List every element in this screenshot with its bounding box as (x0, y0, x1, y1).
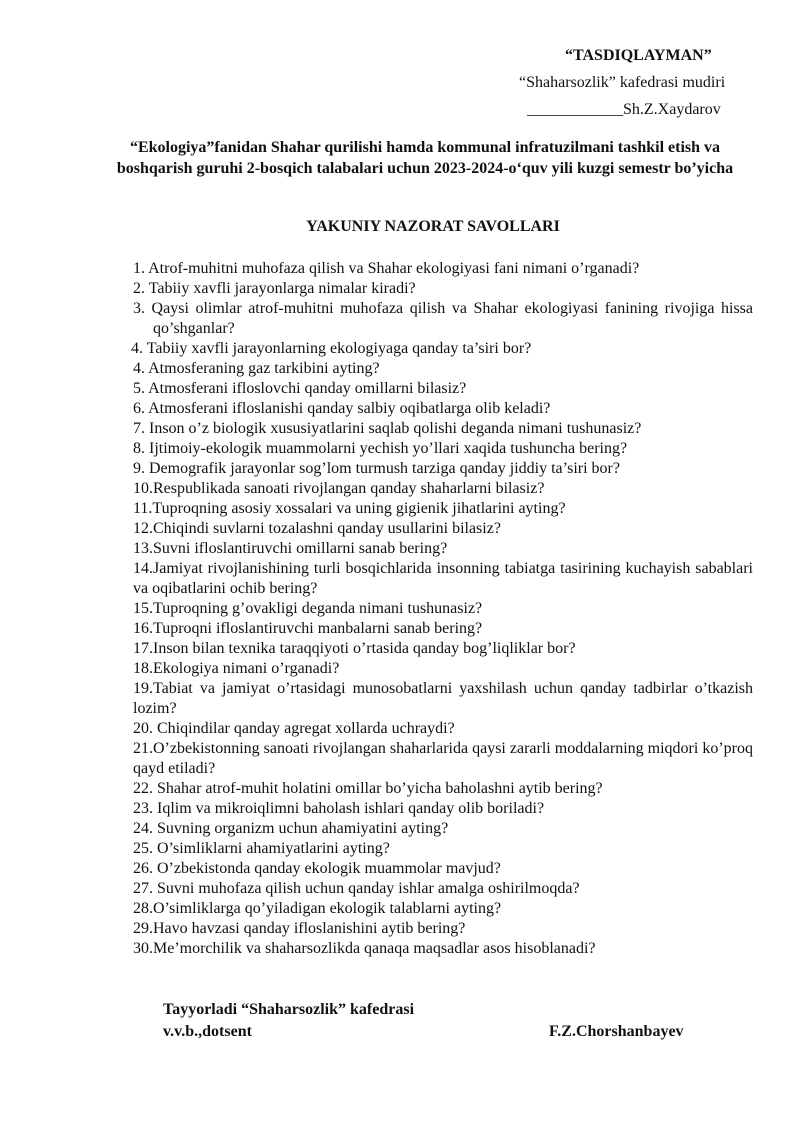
question-item: 13.Suvni ifloslantiruvchi omillarni sanab bering? (133, 540, 448, 557)
question-item: 22. Shahar atrof-muhit holatini omillar bo’yicha baholashni aytib bering? (133, 780, 603, 797)
question-item: 21.O’zbekistonning sanoati rivojlangan shaharlarida qaysi zararli moddalarning miqdori ko’proq qayd etiladi? (133, 740, 753, 777)
section-title: YAKUNIY NAZORAT SAVOLLARI (306, 218, 560, 235)
question-item: 27. Suvni muhofaza qilish uchun qanday ishlar amalga oshirilmoqda? (133, 880, 580, 897)
document-heading: “Ekologiya”fanidan Shahar qurilishi hamda kommunal infratuzilmani tashkil etish va boshqarish guruhi 2-bosqich talabalari uchun 2023-2024-o‘quv yili kuzgi semestr bo’yicha (116, 139, 734, 177)
question-item: 23. Iqlim va mikroiqlimni baholash ishlari qanday olib boriladi? (133, 800, 545, 817)
question-item: 24. Suvning organizm uchun ahamiyatini ayting? (133, 820, 449, 837)
approval-signature-line: ____________Sh.Z.Xaydarov (527, 101, 721, 118)
question-item: 12.Chiqindi suvlarni tozalashni qanday usullarini bilasiz? (133, 520, 501, 537)
question-item: 7. Inson o’z biologik xususiyatlarini saqlab qolishi deganda nimani tushunasiz? (133, 420, 642, 437)
question-item: 26. O’zbekistonda qanday ekologik muammolar mavjud? (133, 860, 501, 877)
question-item: 1. Atrof-muhitni muhofaza qilish va Shahar ekologiyasi fani nimani o’rganadi? (133, 260, 640, 277)
question-item: 20. Chiqindilar qanday agregat xollarda uchraydi? (133, 720, 455, 737)
question-item: 8. Ijtimoiy-ekologik muammolarni yechish yo’llari xaqida tushuncha bering? (133, 440, 628, 457)
question-item: 17.Inson bilan texnika taraqqiyoti o’rtasida qanday bog’liqliklar bor? (133, 640, 576, 657)
question-item: 25. O’simliklarni ahamiyatlarini ayting? (133, 840, 390, 857)
question-item: 4. Tabiiy xavfli jarayonlarning ekologiyaga qanday ta’siri bor? (131, 340, 532, 357)
footer-signature-row (163, 1021, 723, 1043)
questions-list (133, 259, 753, 959)
question-item: 3. Qaysi olimlar atrof-muhitni muhofaza qilish va Shahar ekologiyasi fanining rivojiga hissa qo’shganlar? (133, 300, 753, 337)
question-item: 29.Havo havzasi qanday ifloslanishini aytib bering? (133, 920, 466, 937)
question-item: 30.Me’morchilik va shaharsozlikda qanaqa maqsadlar asos hisoblanadi? (133, 940, 596, 957)
question-item: 18.Ekologiya nimani o’rganadi? (133, 660, 340, 677)
question-item: 5. Atmosferani ifloslovchi qanday omillarni bilasiz? (133, 380, 467, 397)
question-item: 19.Tabiat va jamiyat o’rtasidagi munosobatlarni yaxshilash uchun qanday tadbirlar o’tkazish lozim? (133, 680, 753, 717)
author-name: F.Z.Chorshanbayev (549, 1023, 684, 1040)
question-item: 11.Tuproqning asosiy xossalari va uning gigienik jihatlarini ayting? (133, 500, 566, 517)
author-position: v.v.b.,dotsent (163, 1023, 252, 1040)
question-item: 14.Jamiyat rivojlanishining turli bosqichlarida insonning tabiatga tasirining kuchayish sabablari va oqibatlarini ochib bering? (133, 560, 753, 597)
approval-role: “Shaharsozlik” kafedrasi mudiri (519, 74, 726, 91)
question-item: 9. Demografik jarayonlar sog’lom turmush tarziga qanday jiddiy ta’siri bor? (133, 460, 620, 477)
question-item: 2. Tabiiy xavfli jarayonlarga nimalar kiradi? (133, 280, 416, 297)
approval-title: “TASDIQLAYMAN” (565, 47, 712, 64)
footer-block (163, 999, 723, 1043)
question-item: 4. Atmosferaning gaz tarkibini ayting? (133, 360, 380, 377)
question-item: 10.Respublikada sanoati rivojlangan qanday shaharlarni bilasiz? (133, 480, 545, 497)
prepared-by: Tayyorladi “Shaharsozlik” kafedrasi (163, 1001, 415, 1018)
question-item: 15.Tuproqning g’ovakligi deganda nimani tushunasiz? (133, 600, 483, 617)
question-item: 28.O’simliklarga qo’yiladigan ekologik talablarni ayting? (133, 900, 502, 917)
question-item: 16.Tuproqni ifloslantiruvchi manbalarni sanab bering? (133, 620, 483, 637)
question-item: 6. Atmosferani ifloslanishi qanday salbiy oqibatlarga olib keladi? (133, 400, 551, 417)
